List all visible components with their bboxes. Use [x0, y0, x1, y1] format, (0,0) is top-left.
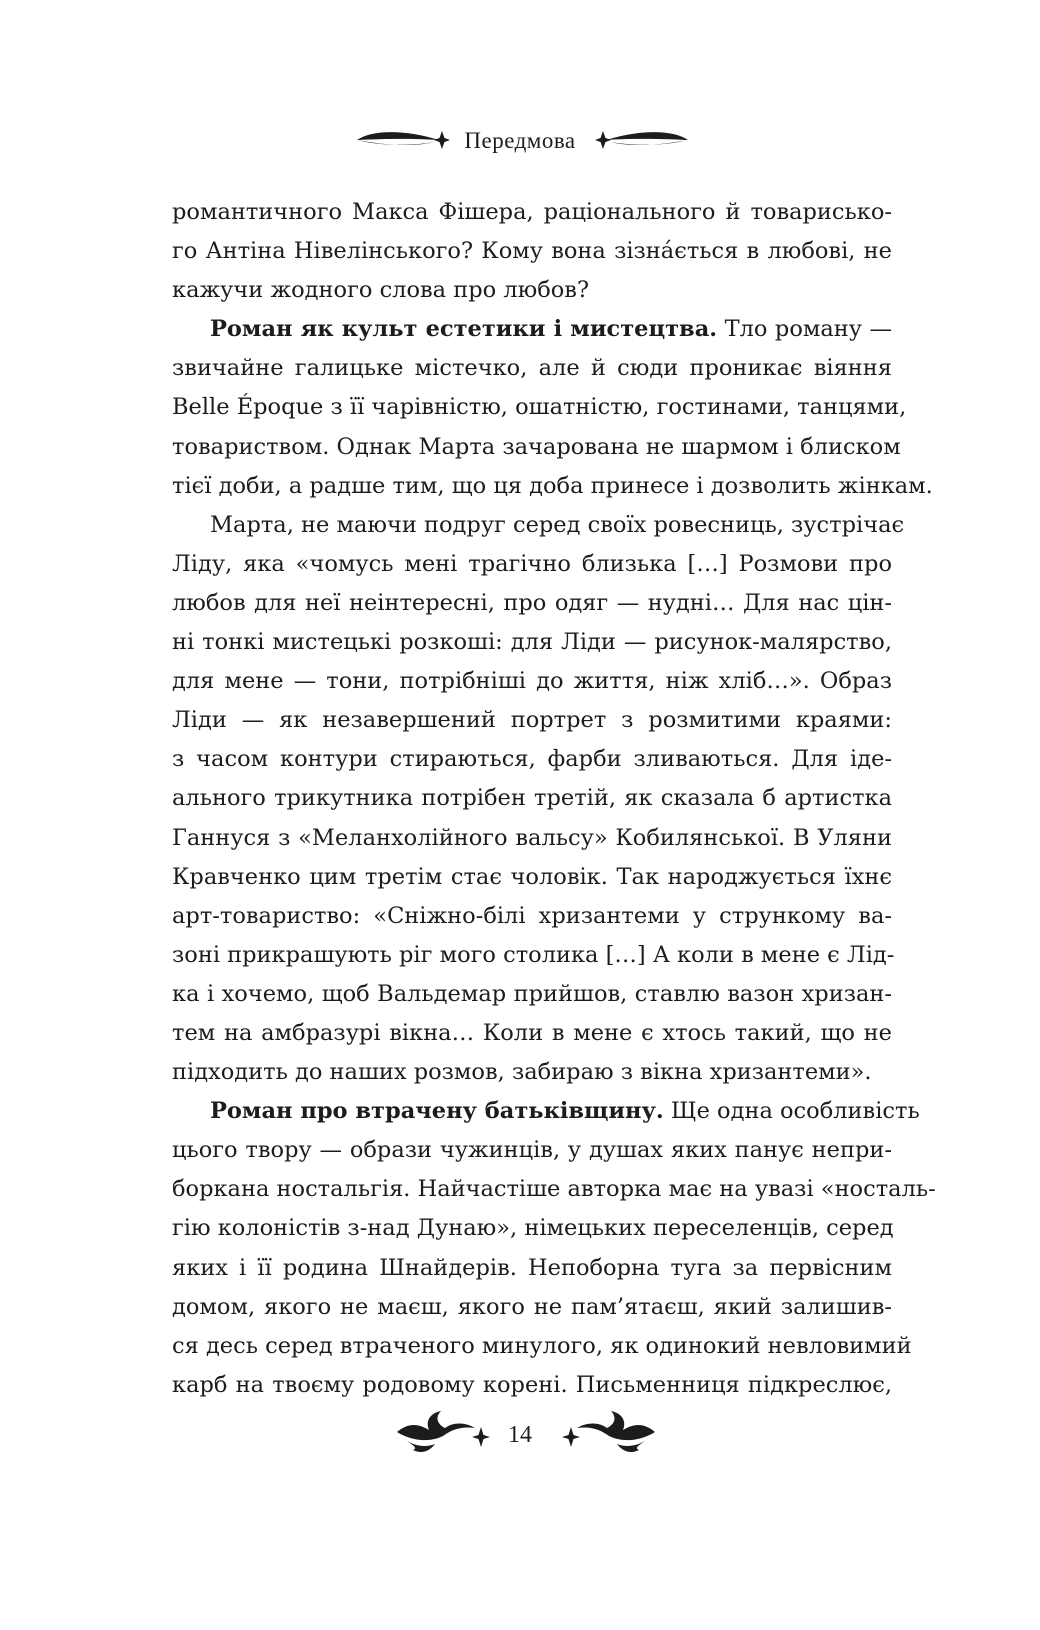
text-line: Ганнуся з «Меланхолійного вальсу» Кобилянської. В Уляни [172, 824, 892, 851]
text-line: арт-товариство: «Сніжно-білі хризантеми у стрункому ва- [172, 902, 892, 929]
text-line: романтичного Макса Фішера, раціонального й товарисько- [172, 199, 892, 225]
text-line: підходить до наших розмов, забираю з вікна хризантеми». [172, 1059, 872, 1086]
running-head [0, 122, 1040, 166]
text-line: тієї доби, а радше тим, що ця доба принесе і дозволить жінкам. [172, 472, 933, 499]
page-number: 14 [508, 1422, 532, 1448]
text-line: го Антіна Нівелінського? Кому вона зізна́ється в любові, не [172, 238, 892, 265]
page-footer [0, 1408, 1040, 1464]
text-line: любов для неї неінтересні, про одяг — нудні… Для нас цін- [172, 589, 892, 616]
text-line: товариством. Однак Марта зачарована не шармом і блиском [172, 433, 901, 460]
text-line: тем на амбразурі вікна… Коли в мене є хтось такий, що не [172, 1019, 892, 1046]
text-line: для мене — тони, потрібніші до життя, ніж хліб…». Образ [172, 668, 892, 695]
text-line: Кравченко цим третім стає чоловік. Так народжується їхнє [172, 863, 892, 890]
text-line: ального трикутника потрібен третій, як сказала б артистка [172, 785, 892, 812]
section-heading: Роман про втрачену батьківщину. [210, 1098, 664, 1125]
text-line: Марта, не маючи подруг серед своїх ровесниць, зустрічає [210, 511, 905, 538]
text-line: зоні прикрашують ріг мого столика […] А коли в мене є Лід- [172, 941, 895, 968]
text-line: Ліди — як незавершений портрет з розмитими краями: [172, 707, 892, 734]
right-feather-flourish-icon [557, 1408, 657, 1464]
text-line: гію колоністів з-над Дунаю», німецьких переселенців, серед [172, 1215, 894, 1242]
right-leaf-flourish-icon [595, 122, 690, 166]
text-line: яких і її родина Шнайдерів. Непоборна туга за первісним [172, 1254, 892, 1281]
text-line: звичайне галицьке містечко, але й сюди проникає віяння [172, 355, 892, 382]
text-line: карб на твоєму родовому корені. Письменниця підкреслює, [172, 1371, 892, 1398]
text-line: ся десь серед втраченого минулого, як одинокий невловимий [172, 1332, 912, 1359]
text-line: Belle Époque з її чарівністю, ошатністю, гостинами, танцями, [172, 394, 907, 421]
text-line: Ліду, яка «чомусь мені трагічно близька […] Розмови про [172, 550, 892, 577]
section-heading: Роман як культ естетики і мистецтва. [210, 316, 718, 343]
text-run: Ще одна особливість [663, 1098, 920, 1125]
body-text [172, 193, 936, 1405]
text-line: ка і хочемо, щоб Вальдемар прийшов, ставлю вазон хризан- [172, 980, 892, 1007]
text-run: Тло роману — [717, 316, 892, 343]
text-line: домом, якого не маєш, якого не пам’ятаєш, який залишив- [172, 1293, 892, 1320]
text-line: з часом контури стираються, фарби зливаються. Для іде- [172, 746, 892, 773]
text-line: ні тонкі мистецькі розкоші: для Ліди — рисунок-малярство, [172, 629, 892, 656]
text-line [172, 310, 892, 349]
text-line: цього твору — образи чужинців, у душах яких панує непри- [172, 1137, 892, 1164]
text-line: боркана ностальгія. Найчастіше авторка має на увазі «носталь- [172, 1176, 936, 1203]
text-line [172, 1092, 920, 1131]
running-head-title: Передмова [464, 128, 576, 153]
text-line: кажучи жодного слова про любов? [172, 277, 590, 304]
